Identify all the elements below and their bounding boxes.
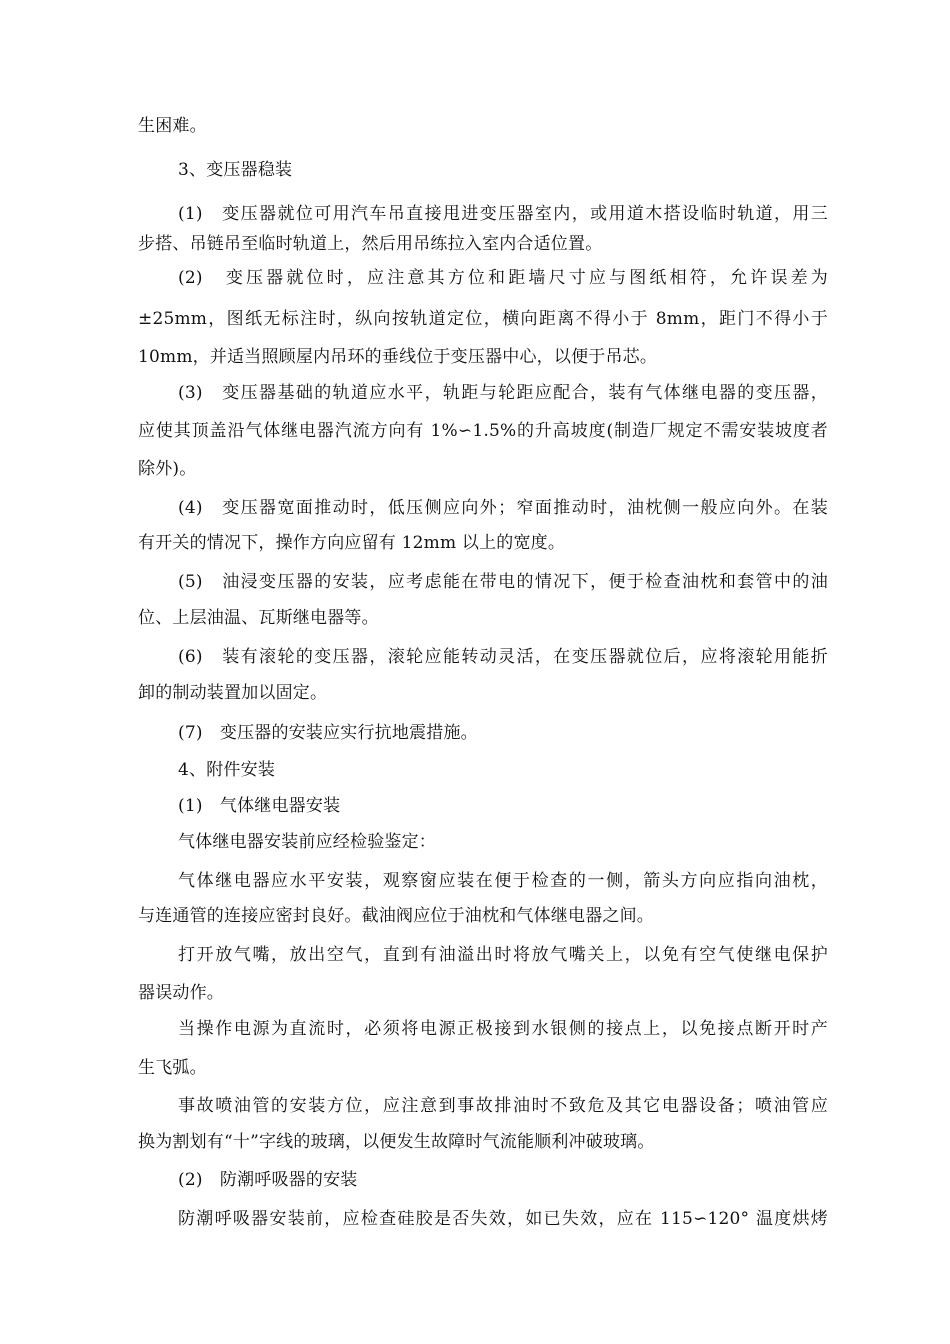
text-line: ±25mm，图纸无标注时，纵向按轨道定位，横向距离不得小于 8mm，距门不得小于 <box>138 309 828 329</box>
subsection-heading: (1) 气体继电器安装 <box>178 796 341 816</box>
text-line: (2) 变压器就位时，应注意其方位和距墙尺寸应与图纸相符，允许误差为 <box>178 268 828 288</box>
text-line: 事故喷油管的安装方位，应注意到事故排油时不致危及其它电器设备；喷油管应 <box>178 1096 828 1116</box>
text-line: 换为割划有“十”字线的玻璃，以便发生故障时气流能顺利冲破玻璃。 <box>138 1132 655 1152</box>
text-line: (4) 变压器宽面推动时，低压侧应向外；窄面推动时，油枕侧一般应向外。在装 <box>178 498 828 518</box>
text-line: 生困难。 <box>138 116 207 136</box>
text-line: 气体继电器应水平安装，观察窗应装在便于检查的一侧，箭头方向应指向油枕， <box>178 871 828 891</box>
text-line: 与连通管的连接应密封良好。截油阀应位于油枕和气体继电器之间。 <box>138 906 654 926</box>
text-line: (7) 变压器的安装应实行抗地震措施。 <box>178 723 478 743</box>
text-line: 生飞弧。 <box>138 1058 207 1078</box>
text-line: 步搭、吊链吊至临时轨道上，然后用吊练拉入室内合适位置。 <box>138 234 603 254</box>
text-line: 当操作电源为直流时，必须将电源正极接到水银侧的接点上，以免接点断开时产 <box>178 1019 828 1039</box>
text-line: (5) 油浸变压器的安装，应考虑能在带电的情况下，便于检查油枕和套管中的油 <box>178 572 828 592</box>
text-line: 10mm，并适当照顾屋内吊环的垂线位于变压器中心，以便于吊芯。 <box>138 347 658 367</box>
text-line: 应使其顶盖沿气体继电器汽流方向有 1%∽1.5%的升高坡度(制造厂规定不需安装坡度者 <box>138 421 828 441</box>
text-line: 卸的制动装置加以固定。 <box>138 683 328 703</box>
text-line: 防潮呼吸器安装前，应检查硅胶是否失效，如已失效，应在 115∽120° 温度烘烤 <box>178 1209 828 1229</box>
text-line: (3) 变压器基础的轨道应水平，轨距与轮距应配合，装有气体继电器的变压器， <box>178 383 828 403</box>
text-line: 打开放气嘴，放出空气，直到有油溢出时将放气嘴关上，以免有空气使继电保护 <box>178 945 828 965</box>
text-line: 气体继电器安装前应经检验鉴定： <box>178 832 436 852</box>
text-line: 器误动作。 <box>138 983 224 1003</box>
text-line: 除外)。 <box>138 459 197 479</box>
text-line: (1) 变压器就位可用汽车吊直接甩进变压器室内，或用道木搭设临时轨道，用三 <box>178 204 828 224</box>
section-heading: 3、变压器稳装 <box>178 160 293 180</box>
text-line: 位、上层油温、瓦斯继电器等。 <box>138 608 379 628</box>
section-heading: 4、附件安装 <box>178 760 276 780</box>
text-line: (6) 装有滚轮的变压器，滚轮应能转动灵活，在变压器就位后，应将滚轮用能折 <box>178 647 828 667</box>
subsection-heading: (2) 防潮呼吸器的安装 <box>178 1170 358 1190</box>
text-line: 有开关的情况下，操作方向应留有 12mm 以上的宽度。 <box>138 533 566 553</box>
